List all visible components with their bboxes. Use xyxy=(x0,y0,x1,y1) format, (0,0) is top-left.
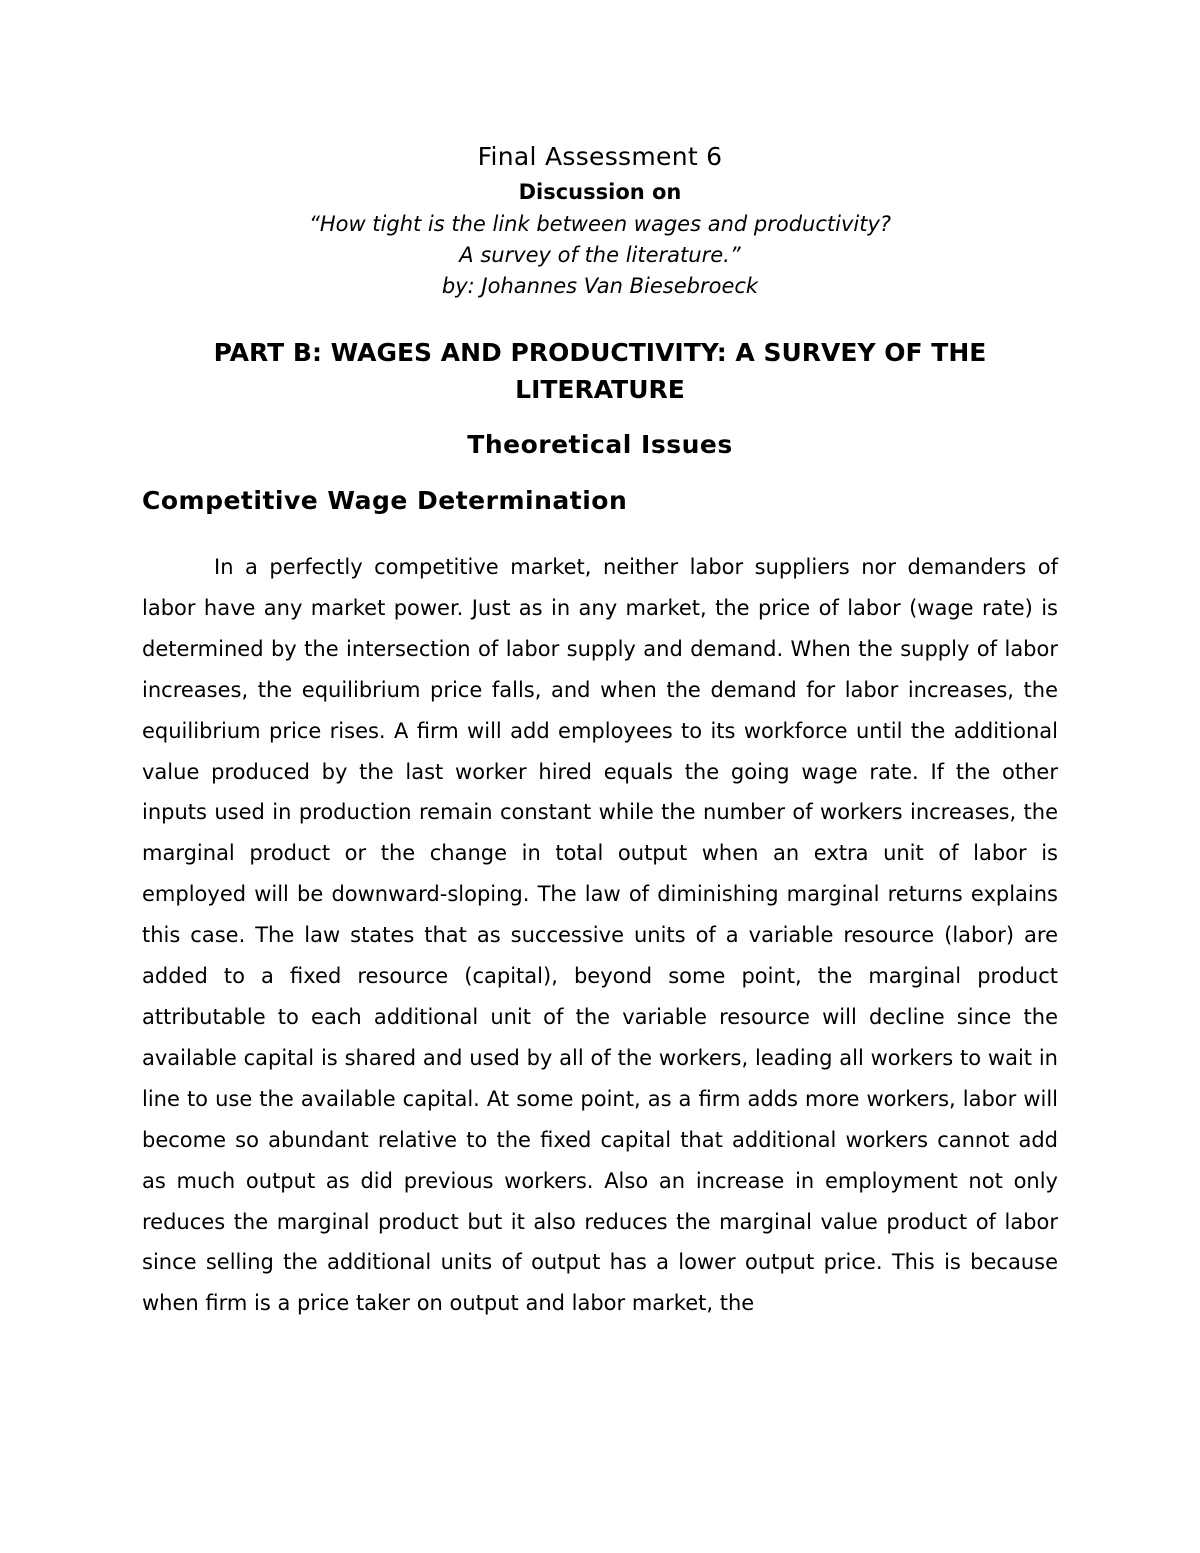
body-paragraph: In a perfectly competitive market, neither labor suppliers nor demanders of labor have any market power. Just as in any market, the price of labor (wage rate) is determined by the intersection of labor supply and demand. When the supply of labor increases, the equilibrium price falls, and when the demand for labor increases, the equilibrium price rises. A firm will add employees to its workforce until the additional value produced by the last worker hired equals the going wage rate. If the other inputs used in production remain constant while the number of workers increases, the marginal product or the change in total output when an extra unit of labor is employed will be downward-sloping. The law of diminishing marginal returns explains this case. The law states that as successive units of a variable resource (labor) are added to a fixed resource (capital), beyond some point, the marginal product attributable to each additional unit of the variable resource will decline since the available capital is shared and used by all of the workers, leading all workers to wait in line to use the available capital. At some point, as a firm adds more workers, labor will become so abundant relative to the fixed capital that additional workers cannot add as much output as did previous workers. Also an increase in employment not only reduces the marginal product but it also reduces the marginal value product of labor since selling the additional units of output has a lower output price. This is because when firm is a price taker on output and labor market, the xyxy=(142,555,1058,1316)
article-title-line-2: A survey of the literature.” xyxy=(459,243,741,267)
discussion-label: Discussion on xyxy=(518,180,682,204)
document-title: Final Assessment 6 xyxy=(477,142,723,171)
part-title: PART B: WAGES AND PRODUCTIVITY: A SURVEY OF THE LITERATURE xyxy=(213,338,987,404)
subheading: Theoretical Issues xyxy=(467,430,733,459)
article-author: by: Johannes Van Biesebroeck xyxy=(441,274,759,298)
section-heading: Competitive Wage Determination xyxy=(142,486,628,515)
article-title-line-1: “How tight is the link between wages and productivity? xyxy=(308,212,892,236)
